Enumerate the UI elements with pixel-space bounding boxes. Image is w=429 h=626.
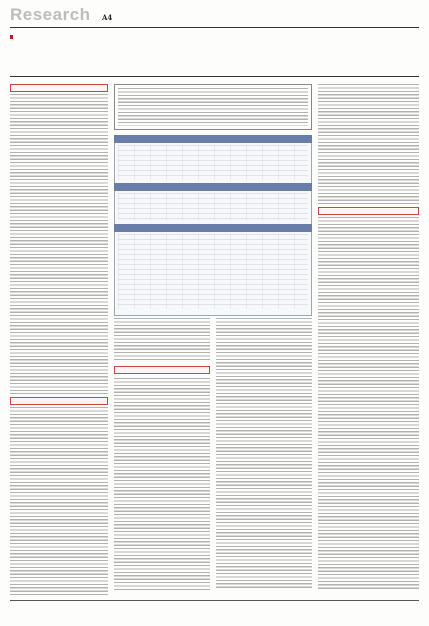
table-note-3 (118, 310, 308, 314)
masthead-wordmark: Research (10, 5, 91, 24)
article-text-center-1 (114, 318, 210, 362)
table-body-2 (114, 191, 312, 227)
article-text-left-1 (10, 94, 108, 394)
table-body-3 (114, 232, 312, 316)
table-title-1 (114, 135, 312, 143)
subhead-left-1 (10, 84, 108, 92)
page-headline (10, 42, 419, 72)
column-left (10, 84, 108, 596)
footer-rule (10, 600, 419, 601)
table-panel-1 (114, 135, 312, 187)
subhead-left-2 (10, 397, 108, 405)
subhead-right (318, 207, 419, 215)
table-panel-3 (114, 224, 312, 316)
table-title-2 (114, 183, 312, 191)
table-body-1 (114, 143, 312, 187)
article-text-center-2 (216, 318, 312, 590)
table-grid-3 (118, 234, 308, 309)
table-grid-2 (118, 193, 308, 220)
abstract-box (114, 84, 312, 130)
kicker-marker (10, 35, 13, 39)
article-text-right-1 (318, 84, 419, 204)
section-label: A4 (102, 13, 113, 22)
table-grid-1 (118, 145, 308, 180)
article-text-center-3 (114, 378, 210, 590)
column-right (318, 84, 419, 596)
footer-logo (381, 602, 419, 622)
table-panel-2 (114, 183, 312, 227)
article-text-right-2 (318, 217, 419, 591)
masthead (10, 4, 419, 28)
subhead-center (114, 366, 210, 374)
headline-rule (10, 76, 419, 77)
table-title-3 (114, 224, 312, 232)
article-text-left-2 (10, 407, 108, 597)
